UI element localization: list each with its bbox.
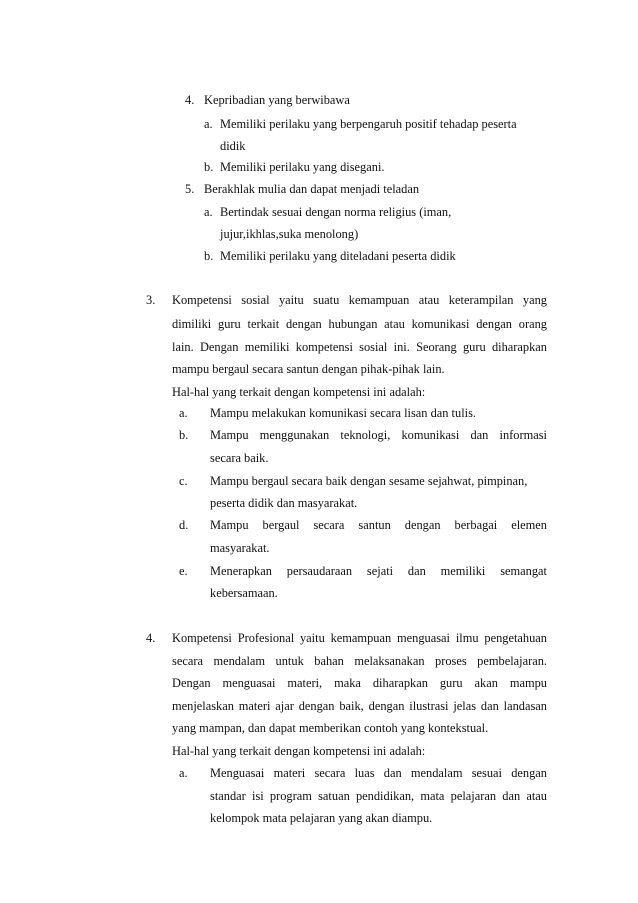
list-item-text: Berakhlak mulia dan dapat menjadi teladan	[204, 182, 420, 196]
list-intro: Hal-hal yang terkait dengan kompetensi ini adalah:	[172, 385, 426, 399]
paragraph-line: Kompetensi Profesional yaitu kemampuan menguasai ilmu pengetahuan	[172, 631, 547, 645]
paragraph-line: menjelaskan materi ajar dengan baik, dengan ilustrasi jelas dan landasan	[172, 699, 547, 713]
list-number: 4.	[185, 93, 195, 107]
paragraph-line: secara mendalam untuk bahan melaksanakan proses pembelajaran.	[172, 654, 547, 668]
list-number: 5.	[185, 182, 195, 196]
sub-list-letter: b.	[204, 160, 214, 174]
list-intro: Hal-hal yang terkait dengan kompetensi ini adalah:	[172, 744, 426, 758]
sub-list-letter: a.	[204, 205, 213, 219]
list-item-text: Mampu menggunakan teknologi, komunikasi dan informasi	[210, 428, 547, 442]
sub-list-text: Memiliki perilaku yang berpengaruh positif tehadap peserta	[220, 117, 517, 131]
sub-list-text: didik	[220, 139, 246, 153]
list-item-text: Mampu melakukan komunikasi secara lisan dan tulis.	[210, 406, 476, 420]
list-item-text: kebersamaan.	[210, 586, 278, 600]
paragraph-line: lain. Dengan memiliki kompetensi sosial ini. Seorang guru diharapkan	[172, 340, 547, 354]
sub-list-text: jujur,ikhlas,suka menolong)	[220, 227, 359, 241]
section-number: 3.	[146, 293, 156, 307]
sub-list-text: Bertindak sesuai dengan norma religius (iman,	[220, 205, 452, 219]
list-item-text: secara baik.	[210, 451, 269, 465]
list-letter: d.	[179, 518, 189, 532]
list-item-text: kelompok mata pelajaran yang akan diampu.	[210, 811, 433, 825]
list-letter: b.	[179, 428, 189, 442]
list-item-text: peserta didik dan masyarakat.	[210, 496, 358, 510]
sub-list-text: Memiliki perilaku yang diteladani peserta didik	[220, 249, 456, 263]
paragraph-line: mampu bergaul secara santun dengan pihak-pihak lain.	[172, 362, 445, 376]
paragraph-line: Dengan menguasai materi, maka diharapkan guru akan mampu	[172, 676, 547, 690]
list-letter: a.	[179, 406, 188, 420]
list-item-text: standar isi program satuan pendidikan, mata pelajaran dan atau	[210, 789, 547, 803]
list-item-text: Kepribadian yang berwibawa	[204, 93, 350, 107]
paragraph-line: Kompetensi sosial yaitu suatu kemampuan atau keterampilan yang	[172, 293, 547, 307]
sub-list-letter: a.	[204, 117, 213, 131]
sub-list-text: Memiliki perilaku yang disegani.	[220, 160, 385, 174]
list-letter: e.	[179, 564, 188, 578]
list-item-text: Menguasai materi secara luas dan mendalam sesuai dengan	[210, 766, 547, 780]
list-item-text: Mampu bergaul secara santun dengan berbagai elemen	[210, 518, 547, 532]
list-item-text: masyarakat.	[210, 541, 270, 555]
paragraph-line: yang mampan, dan dapat memberikan contoh yang kontekstual.	[172, 721, 489, 735]
list-letter: a.	[179, 766, 188, 780]
list-item-text: Mampu bergaul secara baik dengan sesame sejahwat, pimpinan,	[210, 474, 528, 488]
list-letter: c.	[179, 474, 188, 488]
paragraph-line: dimiliki guru terkait dengan hubungan atau komunikasi dengan orang	[172, 317, 547, 331]
sub-list-letter: b.	[204, 249, 214, 263]
section-number: 4.	[146, 631, 156, 645]
list-item-text: Menerapkan persaudaraan sejati dan memiliki semangat	[210, 564, 547, 578]
